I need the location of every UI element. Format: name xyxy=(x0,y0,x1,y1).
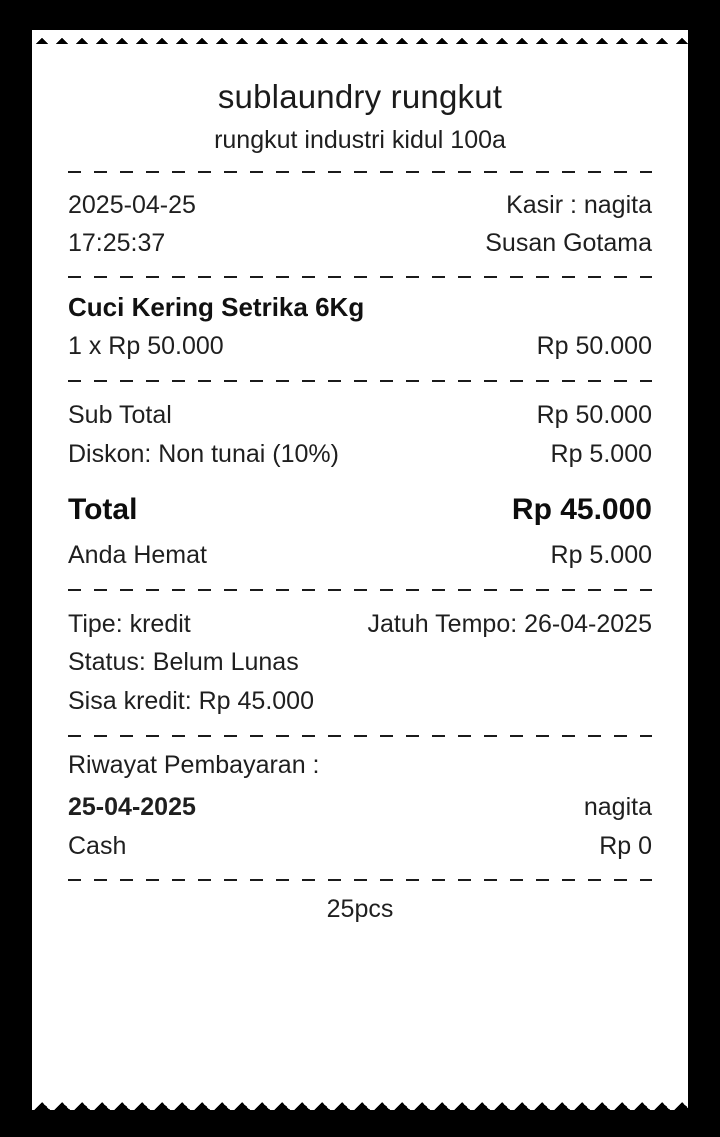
subtotal-row xyxy=(68,396,652,435)
payment-history-date: 25-04-2025 xyxy=(68,792,196,821)
line-item-amount: Rp 50.000 xyxy=(536,332,652,360)
store-name: sublaundry rungkut xyxy=(217,78,503,115)
paper-bottom-edge xyxy=(32,1094,688,1110)
credit-type: Tipe: kredit xyxy=(68,609,191,638)
line-item-detail-row xyxy=(68,327,652,366)
divider-3 xyxy=(68,380,652,382)
cashier-name: Susan Gotama xyxy=(485,228,652,257)
discount-value: Rp 5.000 xyxy=(550,439,652,468)
subtotal-value: Rp 50.000 xyxy=(536,400,652,429)
credit-status-row xyxy=(68,643,652,682)
savings-value: Rp 5.000 xyxy=(550,540,652,569)
payment-history-date-row xyxy=(68,788,652,827)
discount-row xyxy=(68,435,652,474)
transaction-date-row xyxy=(68,187,652,225)
cashier-label: Kasir : nagita xyxy=(506,191,652,219)
store-address: rungkut industri kidul 100a xyxy=(214,126,506,154)
credit-remaining-row xyxy=(68,682,652,721)
divider-5 xyxy=(68,735,652,737)
credit-block xyxy=(68,605,652,721)
divider-2 xyxy=(68,276,652,278)
payment-history-method: Cash xyxy=(68,831,127,860)
payment-history-method-row xyxy=(68,827,652,866)
total-value: Rp 45.000 xyxy=(511,493,652,527)
subtotal-label: Sub Total xyxy=(68,400,172,429)
credit-status: Status: Belum Lunas xyxy=(68,648,299,677)
divider-4 xyxy=(68,589,652,591)
receipt-paper xyxy=(32,30,688,1110)
divider-1 xyxy=(68,171,652,173)
summary-block xyxy=(68,396,652,575)
payment-history-operator: nagita xyxy=(583,792,652,821)
total-pieces: 25pcs xyxy=(326,895,394,924)
savings-row xyxy=(68,536,652,575)
line-item-name: Cuci Kering Setrika 6Kg xyxy=(68,292,365,322)
credit-due-date: Jatuh Tempo: 26-04-2025 xyxy=(367,609,652,638)
line-item-qty-price: 1 x Rp 50.000 xyxy=(68,332,224,360)
payment-history-title: Riwayat Pembayaran : xyxy=(68,750,320,779)
line-item xyxy=(68,292,652,366)
credit-remaining: Sisa kredit: Rp 45.000 xyxy=(68,687,314,715)
transaction-date: 2025-04-25 xyxy=(68,191,196,219)
payment-history-block xyxy=(68,751,652,866)
discount-label: Diskon: Non tunai (10%) xyxy=(68,439,339,468)
payment-history-amount: Rp 0 xyxy=(599,831,652,860)
divider-6 xyxy=(68,879,652,881)
credit-type-row xyxy=(68,605,652,644)
total-row xyxy=(68,487,652,534)
transaction-meta xyxy=(68,187,652,262)
receipt-body xyxy=(32,44,688,1096)
total-label: Total xyxy=(68,493,138,527)
savings-label: Anda Hemat xyxy=(68,540,207,569)
transaction-time: 17:25:37 xyxy=(68,228,166,257)
transaction-time-row xyxy=(68,225,652,263)
